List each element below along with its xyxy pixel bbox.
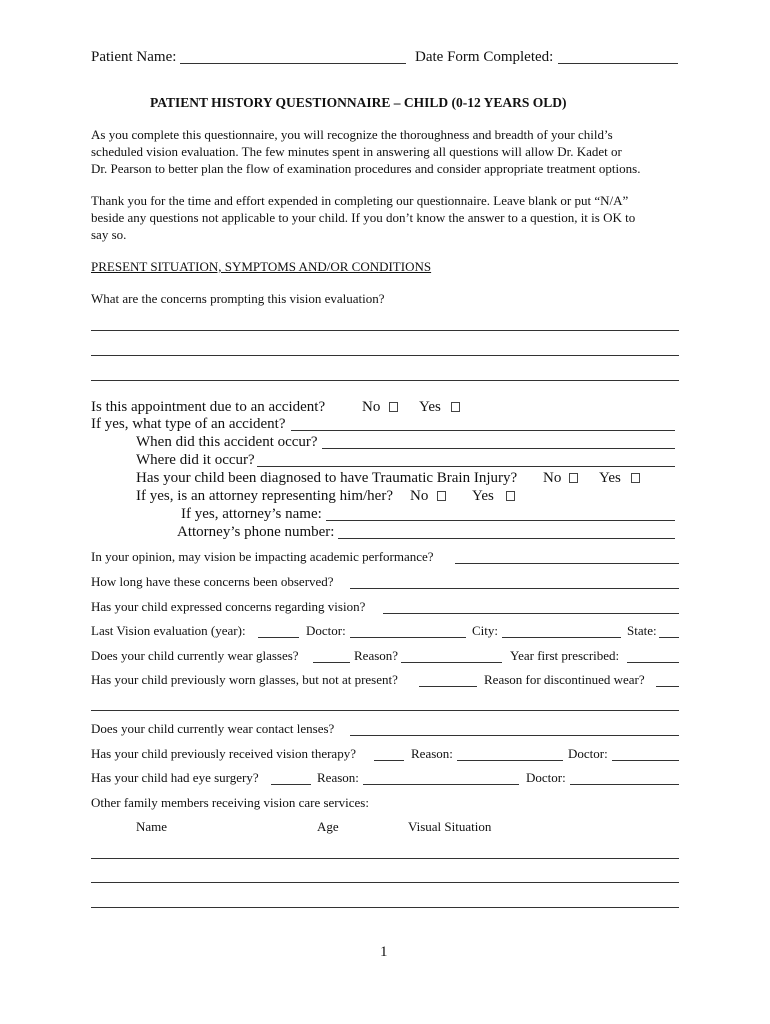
accident-when-label: When did this accident occur? (136, 434, 318, 450)
last-eval-year-field[interactable] (258, 637, 299, 638)
year-prescribed-label: Year first prescribed: (510, 648, 620, 663)
attorney-yes-checkbox[interactable] (506, 491, 515, 501)
tbi-yes-label: Yes (599, 470, 621, 486)
attorney-yes-label: Yes (472, 488, 494, 504)
tbi-no-checkbox[interactable] (569, 473, 578, 483)
surgery-reason-field[interactable] (363, 784, 519, 785)
family-row-line-3[interactable] (91, 907, 679, 908)
attorney-name-field[interactable] (326, 520, 675, 521)
discontinued-reason-field[interactable] (656, 686, 679, 687)
intro-line-2: scheduled vision evaluation. The few minutes spent in answering all questions will allow Dr. Kadet or (91, 144, 622, 159)
how-long-field[interactable] (350, 588, 679, 589)
how-long-question: How long have these concerns been observed? (91, 574, 334, 589)
accident-type-field[interactable] (291, 430, 675, 431)
discontinued-reason-label: Reason for discontinued wear? (484, 672, 645, 687)
contacts-field[interactable] (350, 735, 679, 736)
tbi-yes-checkbox[interactable] (631, 473, 640, 483)
family-name-header: Name (136, 819, 168, 834)
attorney-question: If yes, is an attorney representing him/her? (136, 488, 393, 504)
accident-no-checkbox[interactable] (389, 402, 398, 412)
therapy-reason-field[interactable] (457, 760, 563, 761)
page-number: 1 (380, 944, 388, 960)
section-heading: PRESENT SITUATION, SYMPTOMS AND/OR CONDITIONS (91, 259, 432, 274)
page-title: PATIENT HISTORY QUESTIONNAIRE – CHILD (0-12 YEARS OLD) (150, 95, 567, 110)
last-eval-state-field[interactable] (659, 637, 679, 638)
therapy-reason-label: Reason: (411, 746, 453, 761)
family-question: Other family members receiving vision care services: (91, 795, 369, 810)
last-eval-label: Last Vision evaluation (year): (91, 623, 246, 638)
concerns-answer-line-1[interactable] (91, 330, 679, 331)
family-visual-header: Visual Situation (408, 819, 492, 834)
thanks-line-3: say so. (91, 227, 127, 242)
surgery-question: Has your child had eye surgery? (91, 770, 259, 785)
family-row-line-1[interactable] (91, 858, 679, 859)
accident-where-field[interactable] (257, 466, 675, 467)
surgery-doctor-field[interactable] (570, 784, 679, 785)
intro-line-3: Dr. Pearson to better plan the flow of examination procedures and consider appropriate treatment options. (91, 161, 641, 176)
last-eval-state-label: State: (627, 623, 657, 638)
accident-where-label: Where did it occur? (136, 452, 255, 468)
glasses-reason-field[interactable] (401, 662, 502, 663)
therapy-doctor-field[interactable] (612, 760, 679, 761)
academic-field[interactable] (455, 563, 679, 564)
patient-name-label: Patient Name: (91, 49, 177, 65)
prev-glasses-field[interactable] (419, 686, 477, 687)
prev-glasses-question: Has your child previously worn glasses, but not at present? (91, 672, 398, 687)
last-eval-city-field[interactable] (502, 637, 621, 638)
surgery-reason-label: Reason: (317, 770, 359, 785)
discontinued-reason-field-2[interactable] (91, 710, 679, 711)
glasses-question: Does your child currently wear glasses? (91, 648, 299, 663)
attorney-phone-label: Attorney’s phone number: (177, 524, 335, 540)
glasses-field[interactable] (313, 662, 350, 663)
patient-name-field[interactable] (180, 63, 406, 64)
accident-no-label: No (362, 399, 381, 415)
concerns-answer-line-3[interactable] (91, 380, 679, 381)
accident-yes-checkbox[interactable] (451, 402, 460, 412)
surgery-doctor-label: Doctor: (526, 770, 566, 785)
contacts-question: Does your child currently wear contact lenses? (91, 721, 335, 736)
concerns-question: What are the concerns prompting this vision evaluation? (91, 291, 385, 306)
accident-yes-label: Yes (419, 399, 441, 415)
year-prescribed-field[interactable] (627, 662, 679, 663)
last-eval-doctor-label: Doctor: (306, 623, 346, 638)
tbi-question: Has your child been diagnosed to have Traumatic Brain Injury? (136, 470, 518, 486)
attorney-no-checkbox[interactable] (437, 491, 446, 501)
family-age-header: Age (317, 819, 339, 834)
accident-type-label: If yes, what type of an accident? (91, 416, 286, 432)
surgery-field[interactable] (271, 784, 311, 785)
academic-question: In your opinion, may vision be impacting academic performance? (91, 549, 434, 564)
glasses-reason-label: Reason? (354, 648, 399, 663)
thanks-line-2: beside any questions not applicable to your child. If you don’t know the answer to a question, it is OK to (91, 210, 636, 225)
family-row-line-2[interactable] (91, 882, 679, 883)
concerns-answer-line-2[interactable] (91, 355, 679, 356)
accident-question: Is this appointment due to an accident? (91, 399, 326, 415)
attorney-no-label: No (410, 488, 429, 504)
date-completed-field[interactable] (558, 63, 678, 64)
expressed-question: Has your child expressed concerns regarding vision? (91, 599, 366, 614)
therapy-question: Has your child previously received vision therapy? (91, 746, 356, 761)
therapy-field[interactable] (374, 760, 404, 761)
tbi-no-label: No (543, 470, 562, 486)
last-eval-city-label: City: (472, 623, 499, 638)
accident-when-field[interactable] (322, 448, 675, 449)
expressed-field[interactable] (383, 613, 679, 614)
attorney-phone-field[interactable] (338, 538, 675, 539)
thanks-line-1: Thank you for the time and effort expended in completing our questionnaire. Leave blank or put “N/A” (91, 193, 629, 208)
intro-line-1: As you complete this questionnaire, you will recognize the thoroughness and breadth of your child’s (91, 127, 613, 142)
attorney-name-label: If yes, attorney’s name: (181, 506, 322, 522)
date-completed-label: Date Form Completed: (415, 49, 554, 65)
last-eval-doctor-field[interactable] (350, 637, 466, 638)
therapy-doctor-label: Doctor: (568, 746, 608, 761)
